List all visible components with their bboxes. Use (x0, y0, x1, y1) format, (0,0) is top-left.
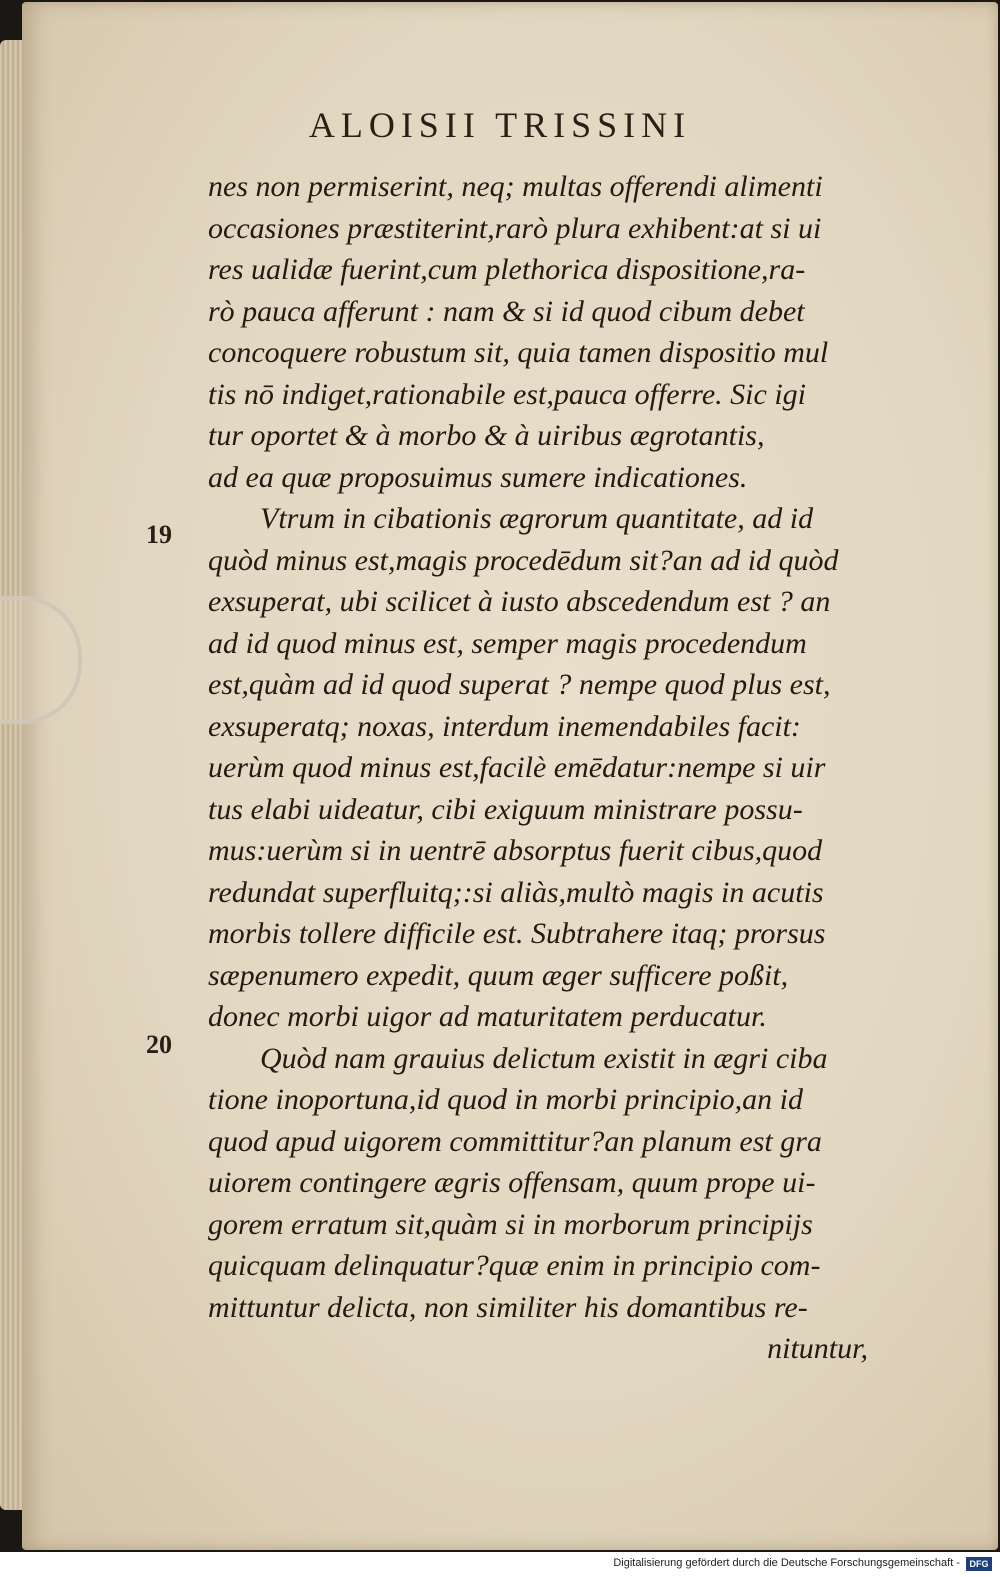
text-line: tur oportet & à morbo & à uiribus ægrotantis, (208, 419, 765, 452)
text-line: tis nō indiget,rationabile est,pauca offerre. Sic igi (208, 377, 806, 411)
text-line: mittuntur delicta, non similiter his domantibus re- (208, 1290, 808, 1324)
text-line: quicquam delinquatur?quæ enim in principio com- (208, 1249, 821, 1282)
footer-bar (0, 1552, 1000, 1577)
text-line: exsuperatq; noxas, interdum inemendabiles facit: (208, 709, 801, 743)
text-line: occasiones præstiterint,rarò plura exhibent:at si ui (208, 211, 822, 245)
text-line: est,quàm ad id quod superat ? nempe quod plus est, (208, 668, 831, 701)
text-line: tus elabi uideatur, cibi exiguum ministrare possu- (208, 792, 803, 826)
text-line: morbis tollere difficile est. Subtrahere itaq; prorsus (208, 917, 826, 950)
running-head: ALOISII TRISSINI (308, 105, 692, 145)
text-line: tione inoportuna,id quod in morbi principio,an id (208, 1083, 804, 1116)
marginal-number-19: 19 (146, 520, 172, 549)
text-line: uiorem contingere ægris offensam, quum prope ui- (208, 1166, 816, 1199)
text-line: rò pauca afferunt : nam & si id quod cibum debet (208, 294, 805, 328)
text-line: nes non permiserint, neq; multas offerendi alimenti (208, 170, 823, 203)
text-line: donec morbi uigor ad maturitatem perducatur. (208, 1000, 767, 1033)
text-line: res ualidæ fuerint,cum plethorica dispositione,ra- (208, 253, 806, 286)
text-line: quod apud uigorem committitur?an planum est gra (208, 1124, 822, 1158)
text-line: concoquere robustum sit, quia tamen dispositio mul (208, 336, 829, 369)
text-line: quòd minus est,magis procedēdum sit?an ad id quòd (208, 543, 839, 577)
text-line: ad ea quæ proposuimus sumere indicationes. (208, 460, 748, 494)
text-line: Quòd nam grauius delictum existit in ægri ciba (260, 1041, 828, 1075)
dfg-logo-icon: DFG (966, 1557, 992, 1571)
text-line: gorem erratum sit,quàm si in morborum principijs (208, 1207, 813, 1241)
text-line: sæpenumero expedit, quum æger sufficere poßit, (208, 958, 789, 992)
text-line: redundat superfluitq;:si aliàs,multò magis in acutis (208, 875, 824, 909)
marginal-number-20: 20 (146, 1030, 172, 1059)
text-line: ad id quod minus est, semper magis procedendum (208, 626, 807, 660)
text-line: exsuperat, ubi scilicet à iusto abscedendum est ? an (208, 585, 831, 618)
catchword: nituntur, (767, 1332, 868, 1365)
text-line: Vtrum in cibationis ægrorum quantitate, ad id (260, 502, 814, 535)
body-text (208, 166, 888, 1370)
text-line: uerùm quod minus est,facilè emēdatur:nempe si uir (208, 751, 826, 784)
text-line: mus:uerùm si in uentrē absorptus fuerit cibus,quod (208, 834, 823, 867)
funding-note: Digitalisierung gefördert durch die Deutsche Forschungsgemeinschaft - (613, 1557, 960, 1569)
